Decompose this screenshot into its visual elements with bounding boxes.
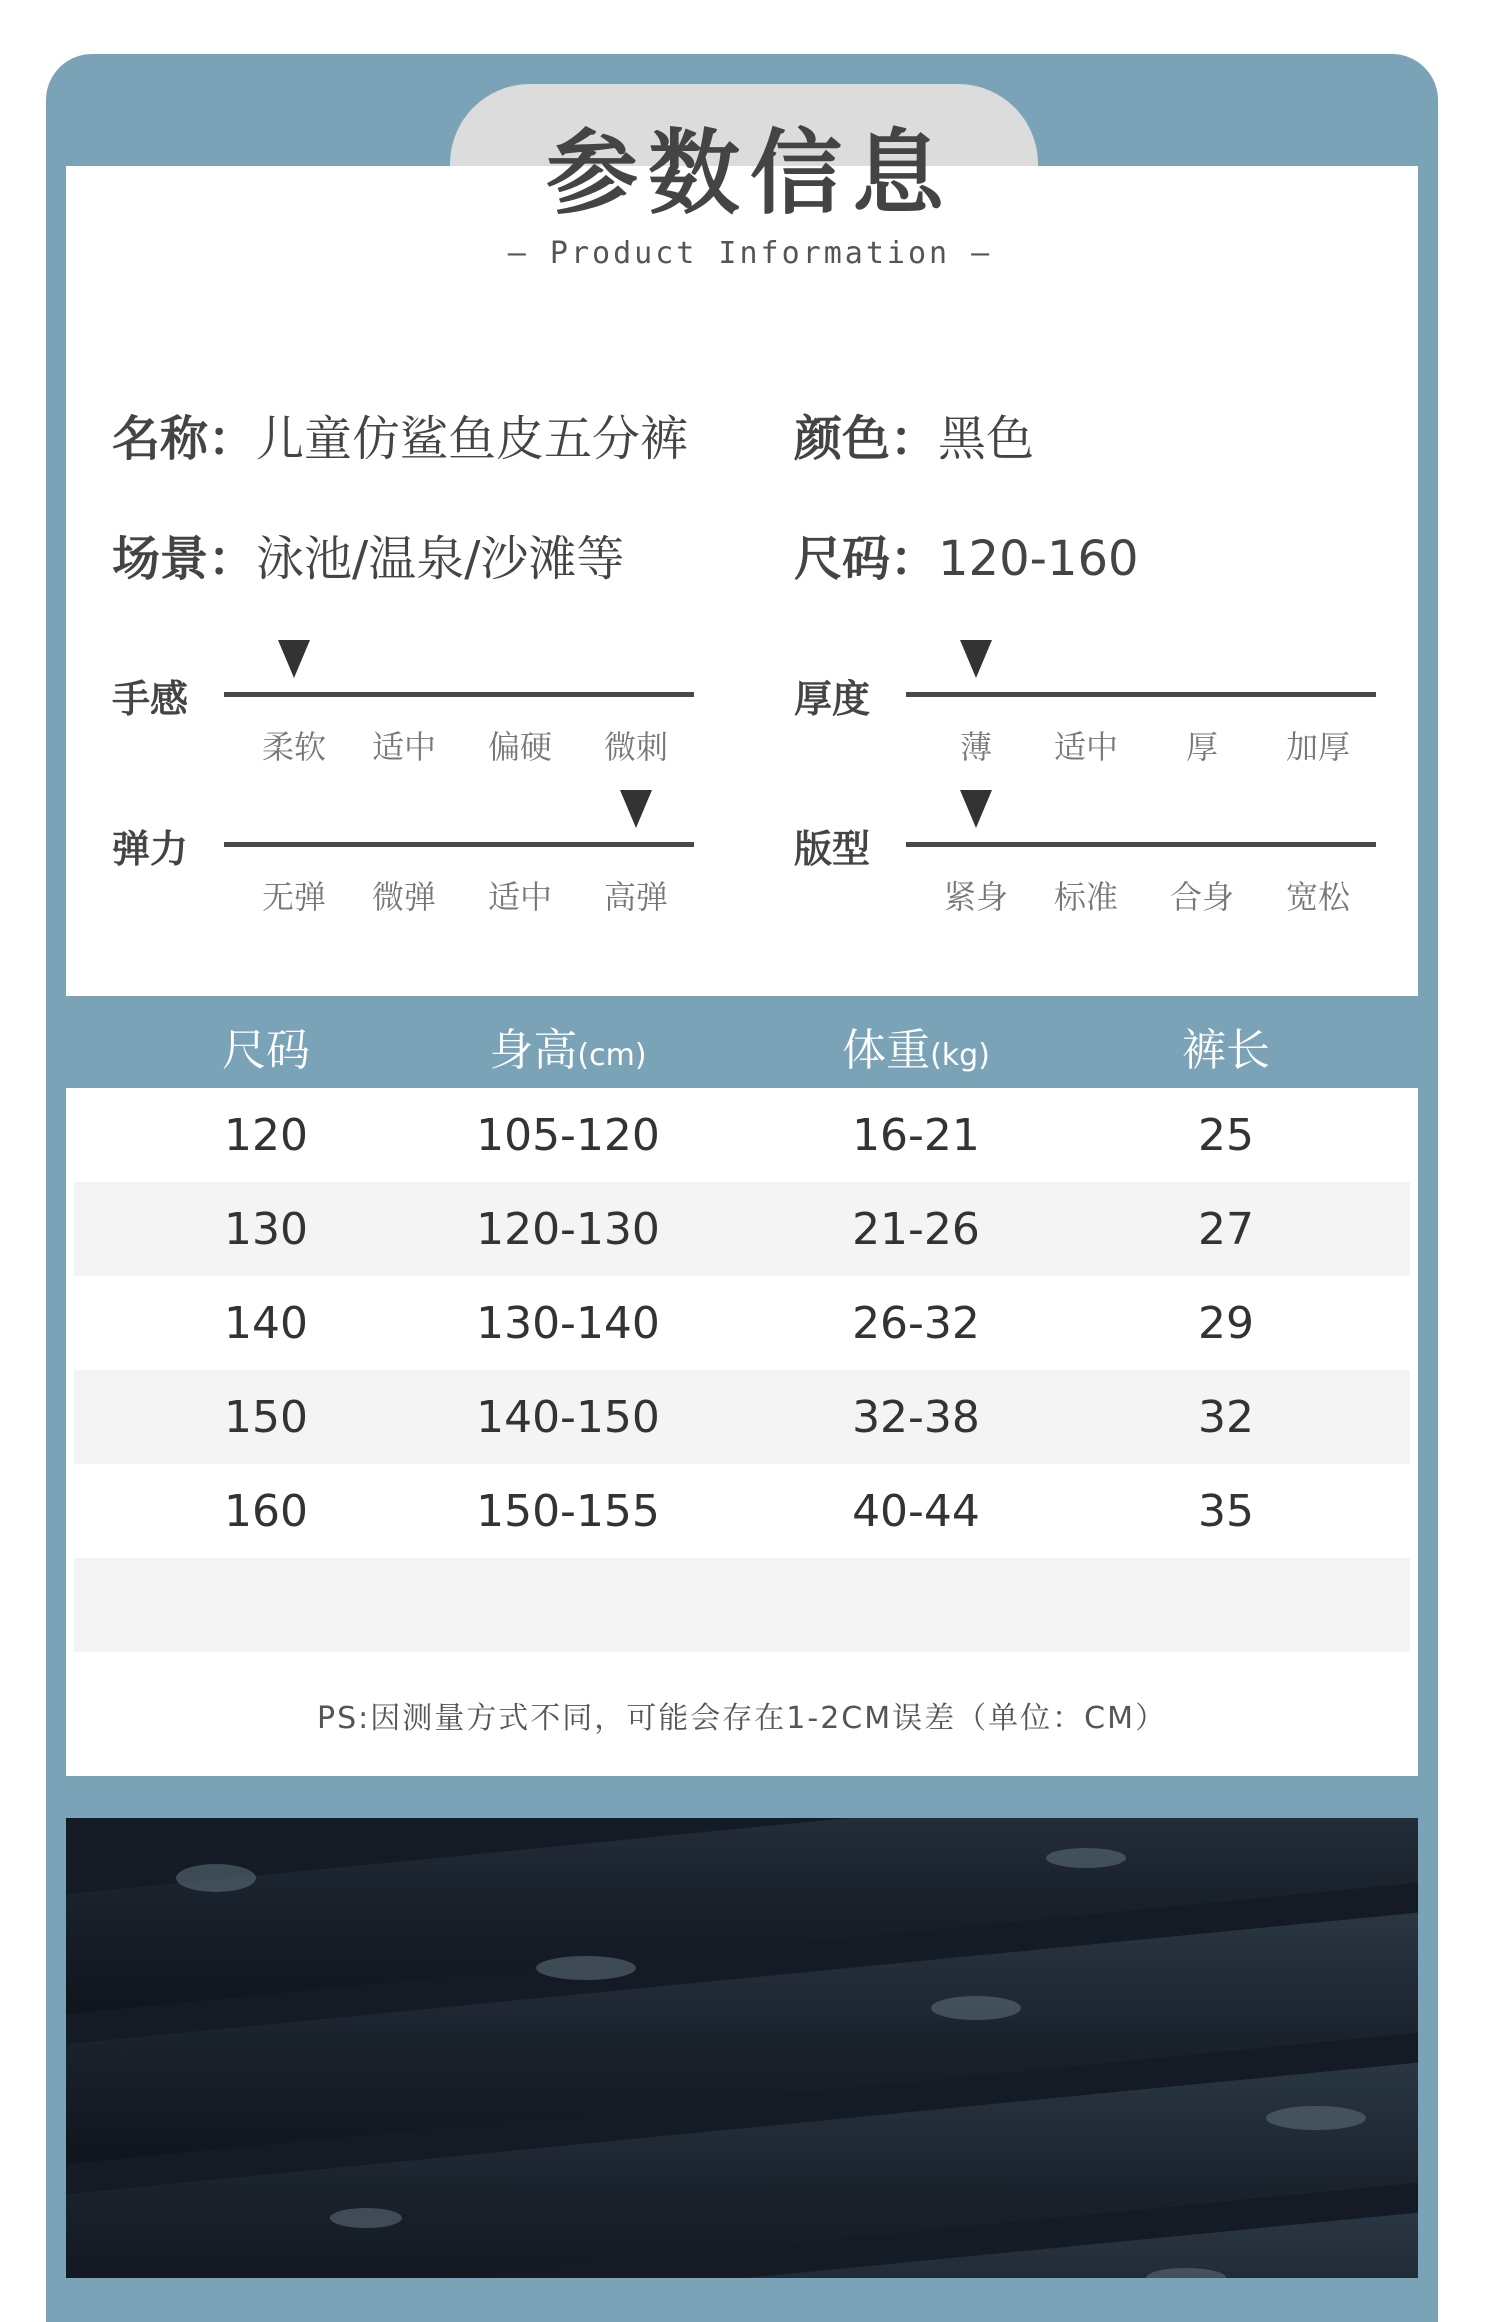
rating-scale-line: [906, 842, 1376, 847]
info-color-key: 颜色：: [794, 411, 939, 467]
th-height: 身高(cm): [489, 1025, 647, 1076]
table-cell: 105-120: [476, 1110, 660, 1161]
table-cell: 25: [1198, 1110, 1254, 1161]
rating-scale-label: 厚度: [794, 677, 871, 721]
info-name-value: 儿童仿鲨鱼皮五分裤: [256, 411, 689, 467]
table-cell: 140-150: [476, 1392, 660, 1443]
rating-scale: [794, 640, 1374, 766]
table-cell: 120-130: [476, 1204, 660, 1255]
table-row: [74, 1182, 1410, 1276]
rating-option: 宽松: [1285, 878, 1350, 916]
rating-option: 标准: [1053, 878, 1118, 916]
table-cell: 29: [1198, 1298, 1254, 1349]
rating-scale-line: [224, 842, 694, 847]
rating-scale-label: 手感: [112, 677, 189, 721]
table-row: [74, 1464, 1410, 1558]
rating-scale-line: [224, 692, 694, 697]
th-weight: 体重(kg): [842, 1025, 990, 1076]
table-row-empty: [74, 1558, 1410, 1652]
rating-marker-icon: [960, 790, 992, 828]
table-cell: 32-38: [852, 1392, 980, 1443]
rating-option: 合身: [1169, 878, 1234, 916]
table-cell: 120: [224, 1110, 308, 1161]
rating-option: 偏硬: [487, 728, 552, 766]
rating-option: 适中: [1053, 728, 1118, 766]
table-cell: 21-26: [852, 1204, 980, 1255]
info-color: [794, 400, 1034, 469]
rating-scale: [112, 640, 692, 766]
fabric-texture: [66, 1818, 1418, 2278]
rating-option: 适中: [487, 878, 552, 916]
table-cell: 16-21: [852, 1110, 980, 1161]
page-title: 参数信息: [545, 120, 954, 227]
rating-scale: [794, 790, 1374, 916]
rating-option: 微刺: [603, 728, 668, 766]
rating-option: 适中: [371, 728, 436, 766]
rating-scale: [112, 790, 692, 916]
info-name: [112, 400, 688, 469]
info-size-value: 120-160: [938, 531, 1139, 587]
table-cell: 160: [224, 1486, 308, 1537]
rating-marker-icon: [620, 790, 652, 828]
size-table-body: [66, 1088, 1418, 1776]
info-scene: [112, 520, 624, 589]
rating-option: 加厚: [1285, 728, 1350, 766]
measurement-note: PS:因测量方式不同，可能会存在1-2CM误差（单位：CM）: [317, 1701, 1167, 1736]
fabric-photo: [66, 1818, 1418, 2278]
th-length: 裤长: [1182, 1025, 1270, 1076]
info-size: [794, 520, 1139, 589]
rating-marker-icon: [278, 640, 310, 678]
table-row: [74, 1088, 1410, 1182]
table-row: [74, 1276, 1410, 1370]
rating-option: 微弹: [371, 878, 436, 916]
info-color-value: 黑色: [938, 411, 1035, 467]
table-row: [74, 1370, 1410, 1464]
rating-scale-label: 版型: [794, 827, 871, 871]
rating-option: 柔软: [261, 728, 326, 766]
rating-option: 无弹: [261, 878, 326, 916]
table-cell: 150-155: [476, 1486, 660, 1537]
rating-option: 厚: [1185, 728, 1218, 766]
info-scene-value: 泳池/温泉/沙滩等: [256, 531, 625, 587]
table-cell: 40-44: [852, 1486, 980, 1537]
table-cell: 26-32: [852, 1298, 980, 1349]
info-name-key: 名称：: [112, 411, 257, 467]
rating-option: 高弹: [603, 878, 668, 916]
rating-option: 薄: [959, 728, 992, 766]
rating-option: 紧身: [943, 878, 1008, 916]
th-size: 尺码: [222, 1025, 310, 1076]
table-cell: 150: [224, 1392, 308, 1443]
table-cell: 35: [1198, 1486, 1254, 1537]
rating-marker-icon: [960, 640, 992, 678]
rating-scale-label: 弹力: [112, 827, 189, 871]
rating-scale-line: [906, 692, 1376, 697]
table-cell: 27: [1198, 1204, 1254, 1255]
table-cell: 130: [224, 1204, 308, 1255]
table-cell: 140: [224, 1298, 308, 1349]
table-cell: 32: [1198, 1392, 1254, 1443]
size-table-header: [66, 996, 1418, 1088]
page-subtitle: — Product Information —: [507, 236, 993, 271]
info-scene-key: 场景：: [112, 531, 257, 587]
info-size-key: 尺码：: [794, 531, 939, 587]
table-cell: 130-140: [476, 1298, 660, 1349]
